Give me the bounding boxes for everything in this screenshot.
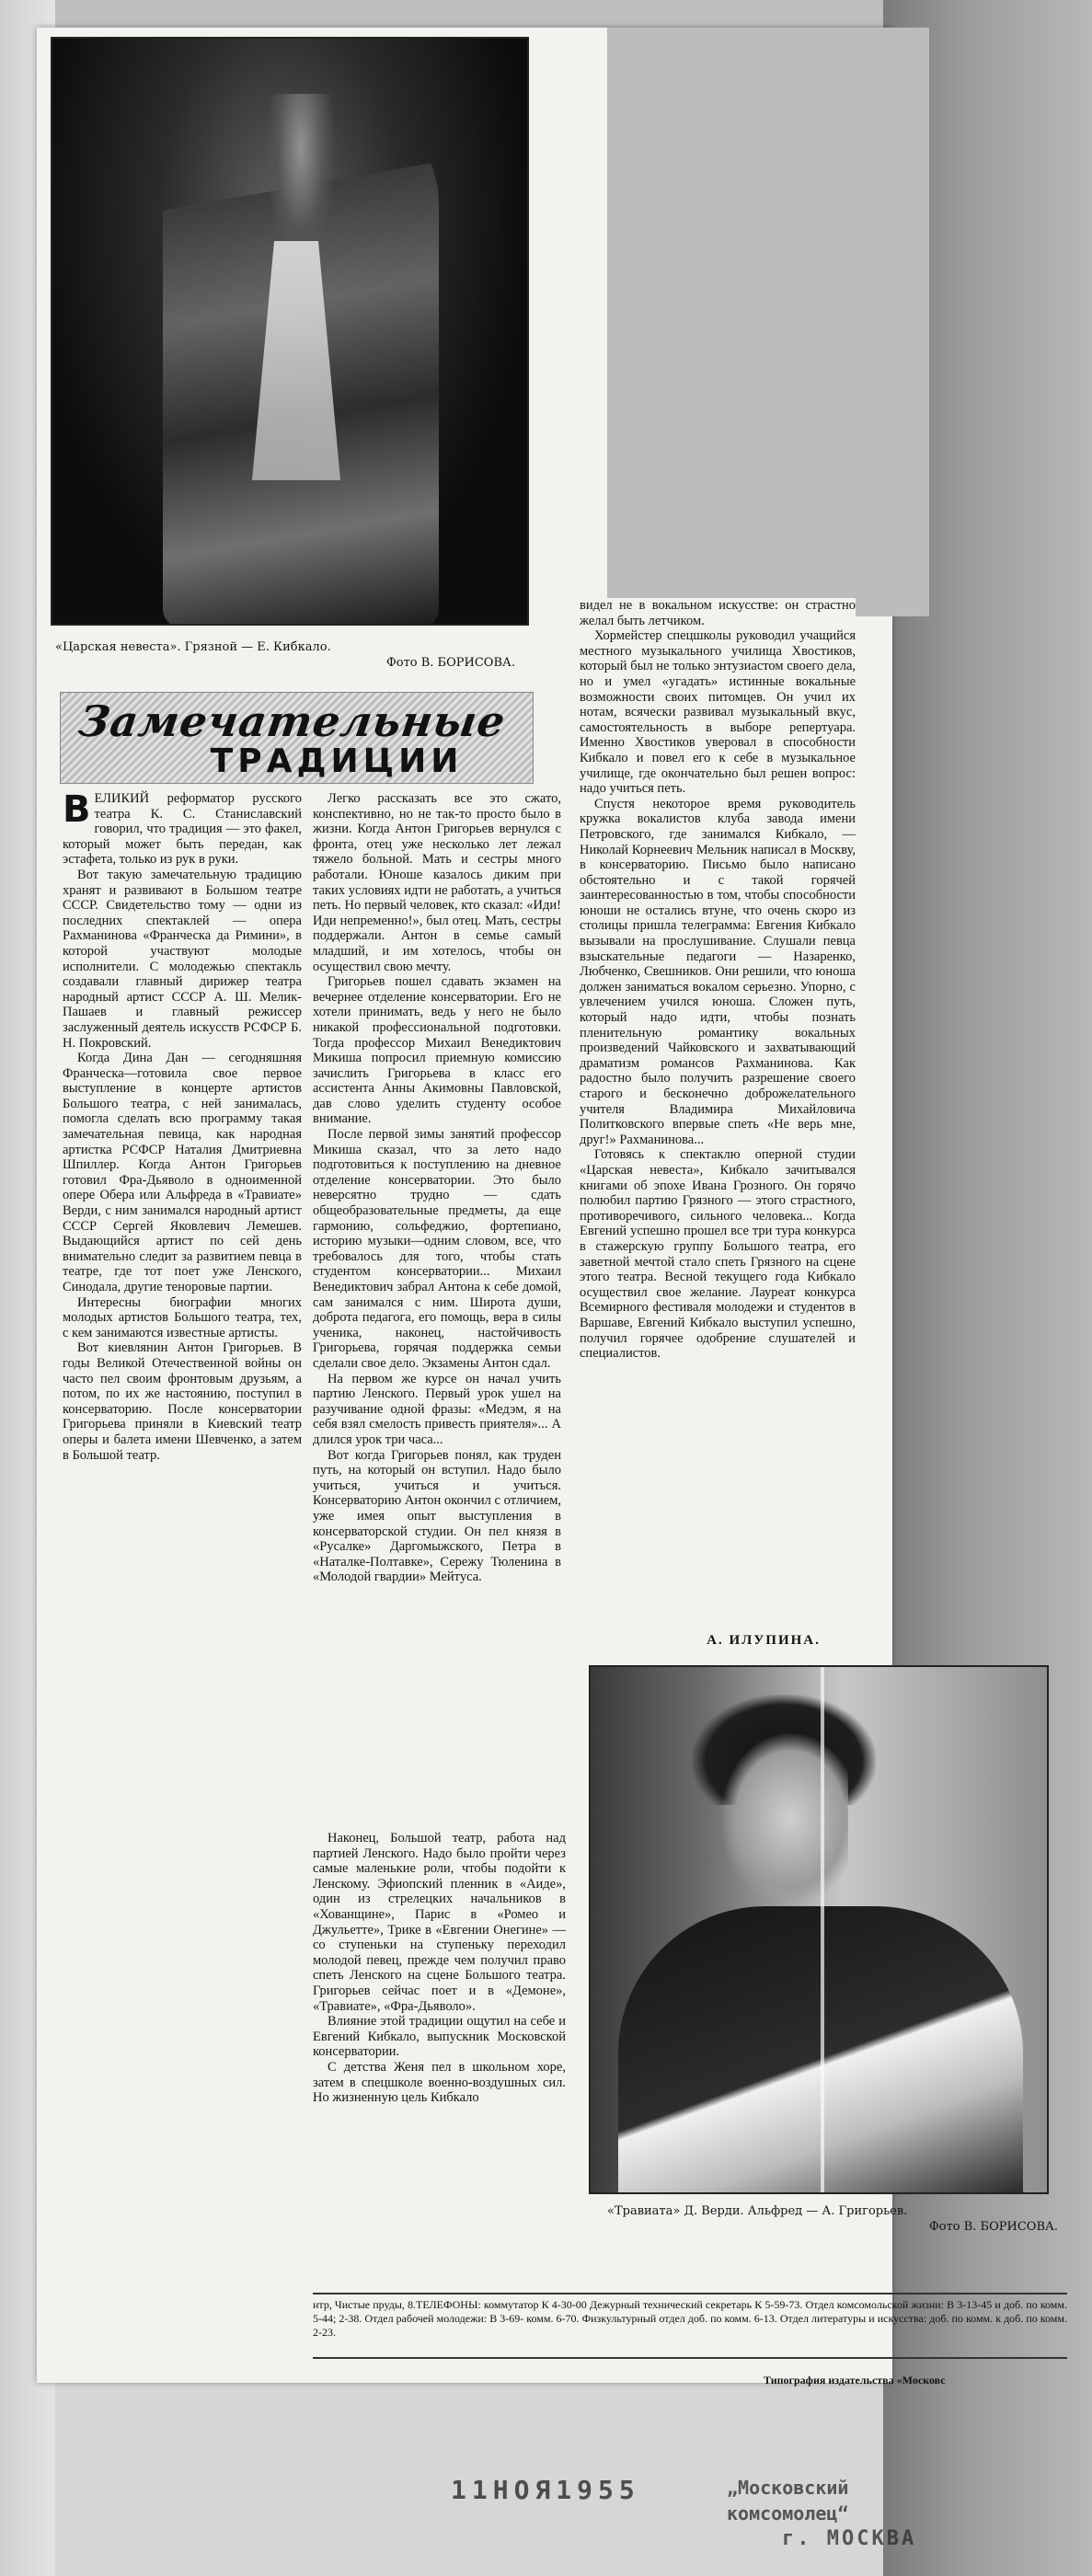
article-column-3 bbox=[580, 598, 856, 1628]
paragraph: Влияние этой традиции ощутил на себе и Евгений Кибкало, выпускник Московской консерватории. bbox=[313, 2014, 566, 2060]
newspaper-stamp bbox=[727, 2475, 966, 2552]
date-stamp: 11НОЯ1955 bbox=[451, 2475, 640, 2505]
photo2-credit: Фото В. БОРИСОВА. bbox=[928, 2220, 1058, 2234]
printer-credit: Типография издательства «Московс bbox=[764, 2374, 946, 2386]
stamp-city: г. МОСКВА bbox=[782, 2527, 917, 2550]
paragraph: Интересны биографии многих молодых артистов Большого театра, тех, с кем занимаются известные артисты. bbox=[63, 1294, 302, 1340]
photo2-caption bbox=[607, 2203, 1067, 2235]
paragraph: С детства Женя пел в школьном хоре, затем в спецшколе военно-воздушных сил. Но жизненную цель Кибкало bbox=[313, 2059, 566, 2106]
article-column-4 bbox=[313, 1831, 566, 2282]
article-column-2 bbox=[313, 791, 561, 1831]
footer-divider bbox=[313, 2357, 1067, 2359]
stamp-newspaper-name: „Московский комсомолец“ bbox=[727, 2477, 849, 2524]
paragraph: Легко рассказать все это сжато, конспективно, но не так-то просто было в жизни. Когда Антон Григорьев вернулся с фронта, отец уже несколько лет лежал тяжело больной. Мать и сестры много работали. Юноше казалось диким при таких условиях идти не работать, а учиться петь. Но первый человек, кто сказал: «Иди! Иди непременно!», был отец. Мать, сестры поддержали. Антон в семье самый младший, и им хотелось, чтобы он осуществил свою мечту. bbox=[313, 791, 561, 974]
article-column-1 bbox=[63, 788, 302, 1766]
photo1-caption bbox=[55, 639, 534, 671]
paragraph: Готовясь к спектаклю оперной студии «Царская невеста», Кибкало зачитывался книгами об эпохе Ивана Грозного. Он горячо полюбил партию Грязного — этого страстного, противоречивого, сильного человека... Когда Евгений успешно прошел все три тура конкурса в стажерскую группу Большого театра, его заветной мечтой стало спеть Грязного на сцене этого театра. Весной текущего года Кибкало осуществил свое желание. Лауреат конкурса Всемирного фестиваля молодежи и студентов в Варшаве, Евгений Кибкало выступил успешно, получил горячее одобрение слушателей и специалистов. bbox=[580, 1147, 856, 1362]
article-title-block bbox=[60, 692, 534, 784]
paragraph: ВЕЛИКИЙ реформатор русского театра К. С. Станиславский говорил, что традиция — это факел, который может быть передан, как эстафета, только из рук в руки. bbox=[63, 788, 302, 868]
paragraph: видел не в вокальном искусстве: он страстно желал быть летчиком. bbox=[580, 598, 856, 628]
photo1-caption-text: «Царская невеста». Грязной — Е. Кибкало. bbox=[55, 640, 331, 654]
paragraph: Наконец, Большой театр, работа над партией Ленского. Надо было пройти через самые маленькие роли, чтобы подойти к Ленскому. Эфиопский пленник в «Аиде», один из стрелецких начальников в «Хованщине», Парис в «Ромео и Джульетте», Трике в «Евгении Онегине» — со ступеньки на ступеньку переходил молодой певец, прежде чем получил право спеть Ленского на сцене Большого театра. Григорьев сейчас поет и в «Демоне», «Травиате», «Фра-Дьяволо». bbox=[313, 1831, 566, 2014]
paragraph: Вот киевлянин Антон Григорьев. В годы Великой Отечественной войны он часто пел своим фронтовым друзьям, а потом, по их же настоянию, поступил в консерваторию. После консерватории Григорьева приняли в Киевский театр оперы и балета имени Шевченко, а затем в Большой театр. bbox=[63, 1340, 302, 1463]
paragraph: Спустя некоторое время руководитель кружка вокалистов клуба завода имени Петровского, где занимался Кибкало, — Николай Корнеевич Мельник написал в Москву, в консерваторию. Письмо было написано обстоятельно и с такой горячей заинтересованностью в том, чтобы способности юноши не остались втуне, что очень скоро из столицы пришла телеграмма: Евгения Кибкало вызывали на прослушивание. Слушали певца взыскательные педагоги — Назаренко, Любченко, Свешников. Они решили, что юноша должен заниматься вокалом серьезно. Упорно, с увлечением учился юноша. Сложен путь, который надо идти, чтобы познать пленительную романтику вокальных произведений Чайковского и захватывающий драматизм романсов Рахманинова. Как радостно было получить разрешение своего старого и бесконечно доброжелательного учителя Владимира Михайловича Политковского впервые спеть «Не верь мне, друг!» Рахманинова... bbox=[580, 796, 856, 1147]
paragraph: После первой зимы занятий профессор Микиша сказал, что за лето надо подготовиться к поступлению на дневное отделение консерватории. Это было неверсятно трудно — сдать общеобразовательные предметы, да еще гармонию, сольфеджио, фортепиано, историю музыки—одним словом, все, что требовалось для того, чтобы стать студентом консерватории... Михаил Венедиктович забрал Антона к себе домой, сам занимался с ним. Широта души, доброта педагога, его помощь, вера в силы ученика, наконец, настойчивость Григорьева, горячая поддержка семьи сделали свое дело. Экзамены Антон сдал. bbox=[313, 1127, 561, 1371]
author-signature: А. ИЛУПИНА. bbox=[707, 1633, 821, 1648]
paragraph: Вот когда Григорьев понял, как труден путь, на который он вступил. Надо было учиться, учиться и учиться. Консерваторию Антон окончил с отличием, уже имея опыт выступления в консерваторской студии. Он пел князя в «Русалке» Даргомыжского, Петра в «Наталке-Полтавке», Сережу Тюленина в «Молодой гвардии» Мейтуса. bbox=[313, 1447, 561, 1585]
clipping-cutout-area bbox=[607, 28, 929, 616]
footer-contacts: нтр, Чистые пруды, 8.ТЕЛЕФОНЫ: коммутатор К 4-30-00 Дежурный технический секретарь К 5-59-73. Отдел комсомольской жизни: В 3-13-45 и доб. по комм. 5-44; 2-38. Отдел рабочей молодежи: В 3-69- комм. 6-70. Физкультурный отдел доб. по комм. 6-13. Отдел литературы и искусства: доб. по комм. к доб. по комм. 2-23. bbox=[313, 2298, 1067, 2339]
paragraph: Хормейстер спецшколы руководил учащийся местного музыкального училища Хвостиков, который был не только энтузиастом своего дела, но и умел «угадать» истинные вокальные возможности своих питомцев. Он учил их нотам, всячески развивал музыкальный вкус, самостоятельность в выборе репертуара. Именно Хвостиков уверовал в способности Кибкало и повел его к себе в музыкальное училище, где окончательно был решен вопрос: надо учиться петь. bbox=[580, 628, 856, 797]
article-title-script: Замечательные bbox=[75, 696, 510, 746]
paragraph: Вот такую замечательную традицию хранят и развивают в Большом театре СССР. Свидетельство тому — одни из последних спектаклей — опера Рахманинова «Франческа да Римини», в которой участвуют молодые исполнители. С молодежью спектакль создавали главный дирижер театра народный артист СССР А. Ш. Мелик-Пашаев и главный режиссер заслуженный деятель искусств РСФСР Б. Н. Покровский. bbox=[63, 867, 302, 1051]
photo1-credit: Фото В. БОРИСОВА. bbox=[385, 656, 515, 670]
photo-figure-face bbox=[719, 1731, 848, 1906]
photo2-caption-text: «Травиата» Д. Верди. Альфред — А. Григорьев. bbox=[607, 2204, 908, 2218]
paragraph: Григорьев пошел сдавать экзамен на вечернее отделение консерватории. Его не хотели принимать, ведь у него не было никакой профессиональной подготовки. Тогда профессор Михаил Венедиктович Микиша попросил приемную комиссию зачислить Григорьева в класс его ассистента Анны Акимовны Павловской, дав слово уделить студенту особое внимание. bbox=[313, 974, 561, 1127]
paragraph: Когда Дина Дан — сегодняшняя Франческа—готовила свое первое выступление в концерте артистов Большого театра, с ней занималась, помогла сделать всю программу такая замечательная певица, как народная артистка РСФСР Наталия Дмитриевна Шпиллер. Когда Антон Григорьев готовил Фра-Дьяволо в одноименной опере Обера или Альфреда в «Травиате» Верди, с ним занимался народный артист СССР Сергей Яковлевич Лемешев. Выдающийся артист по сей день внимательно следит за развитием певца в театре, где тот поет уже Ленского, Синодала, другие теноровые партии. bbox=[63, 1051, 302, 1294]
photo-traviata bbox=[589, 1665, 1049, 2194]
paragraph: На первом же курсе он начал учить партию Ленского. Первый урок ушел на разучивание одной фразы: «Медэм, я на себя взял смелость привесть приятеля»... А длился урок три часа... bbox=[313, 1371, 561, 1447]
article-title-main: ТРАДИЦИИ bbox=[210, 742, 464, 780]
drop-cap: В bbox=[63, 788, 91, 831]
footer-divider bbox=[313, 2293, 1067, 2294]
photo-tsarskaya-nevesta bbox=[51, 37, 529, 626]
photo-fold-line bbox=[821, 1667, 824, 2194]
